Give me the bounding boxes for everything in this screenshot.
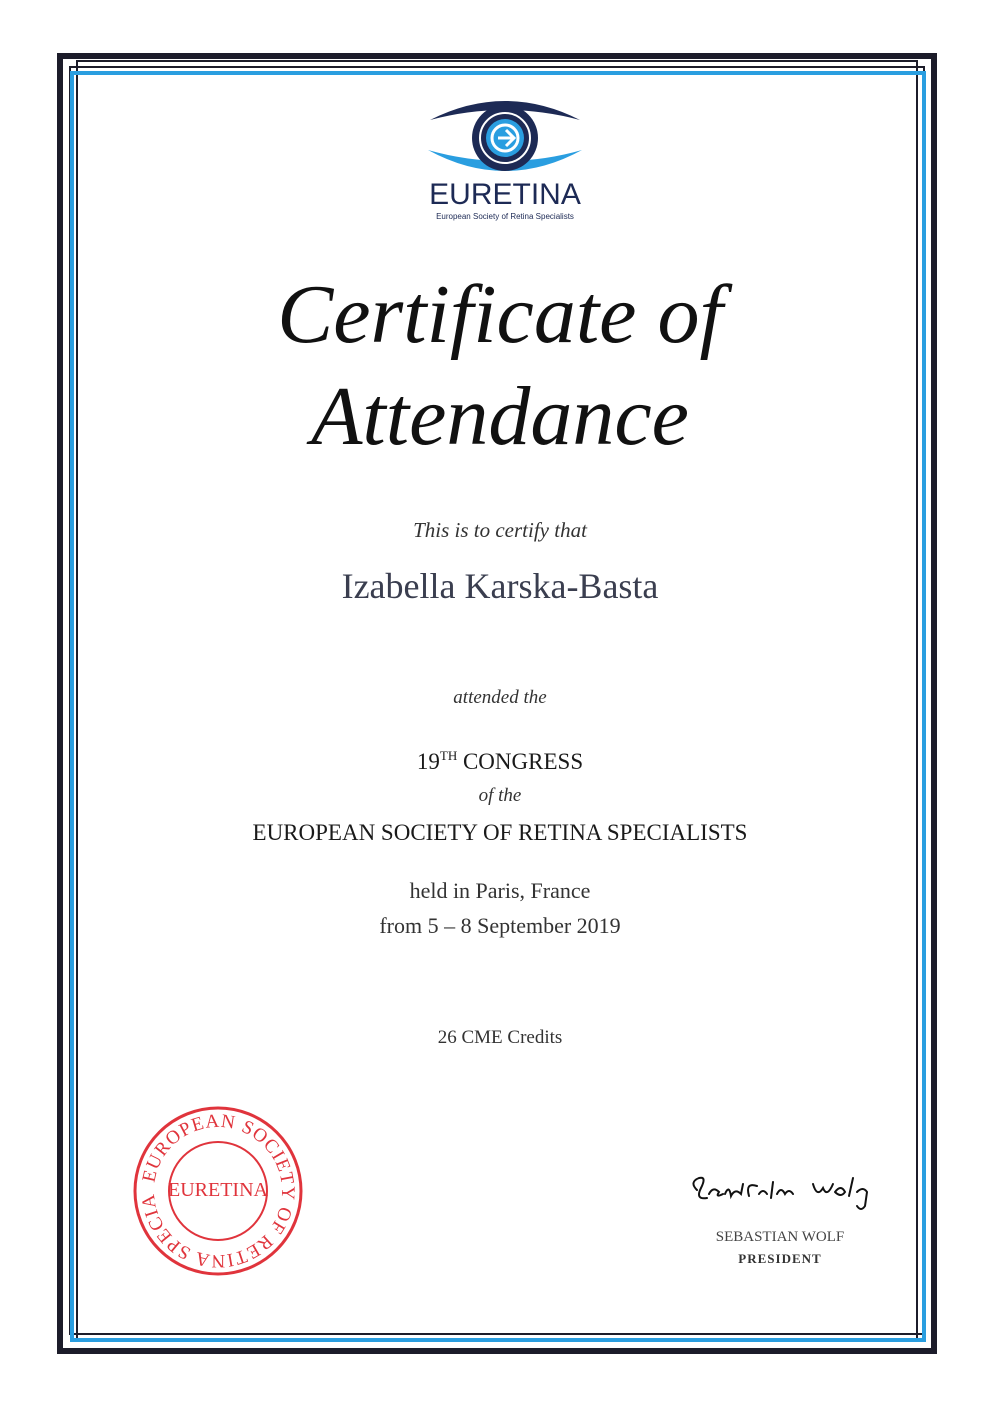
- congress-word: CONGRESS: [462, 749, 584, 774]
- attended-text: attended the: [453, 687, 547, 708]
- euretina-logo: [420, 92, 590, 232]
- dates-text: from 5 – 8 September 2019: [379, 913, 621, 938]
- signatory-title: PRESIDENT: [738, 1251, 822, 1266]
- certify-text: This is to certify that: [413, 518, 587, 542]
- congress-number: 19: [416, 749, 440, 774]
- cme-credits: 26 CME Credits: [437, 1027, 563, 1048]
- title-line-2: Attendance: [311, 370, 689, 463]
- logo-wordmark: EURETINA: [429, 178, 581, 211]
- society-name: EUROPEAN SOCIETY OF RETINA SPECIALISTS: [252, 820, 748, 845]
- seal-ring-text: EUROPEAN SOCIETY OF RETINA SPECIA: [137, 1110, 299, 1272]
- congress-suffix: TH: [439, 748, 458, 763]
- title-line-1: Certificate of: [277, 268, 723, 361]
- seal-center-text: EURETINA: [168, 1179, 268, 1201]
- of-the-text: of the: [478, 785, 522, 806]
- logo-tagline: European Society of Retina Specialists: [436, 212, 574, 221]
- venue-text: held in Paris, France: [409, 878, 591, 903]
- signature-image: [685, 1160, 885, 1220]
- recipient-name: Izabella Karska-Basta: [341, 566, 659, 606]
- eye-icon: [420, 92, 590, 182]
- signatory-name: SEBASTIAN WOLF: [715, 1229, 845, 1245]
- euretina-seal: [132, 1105, 304, 1277]
- congress-heading: [0, 748, 1000, 775]
